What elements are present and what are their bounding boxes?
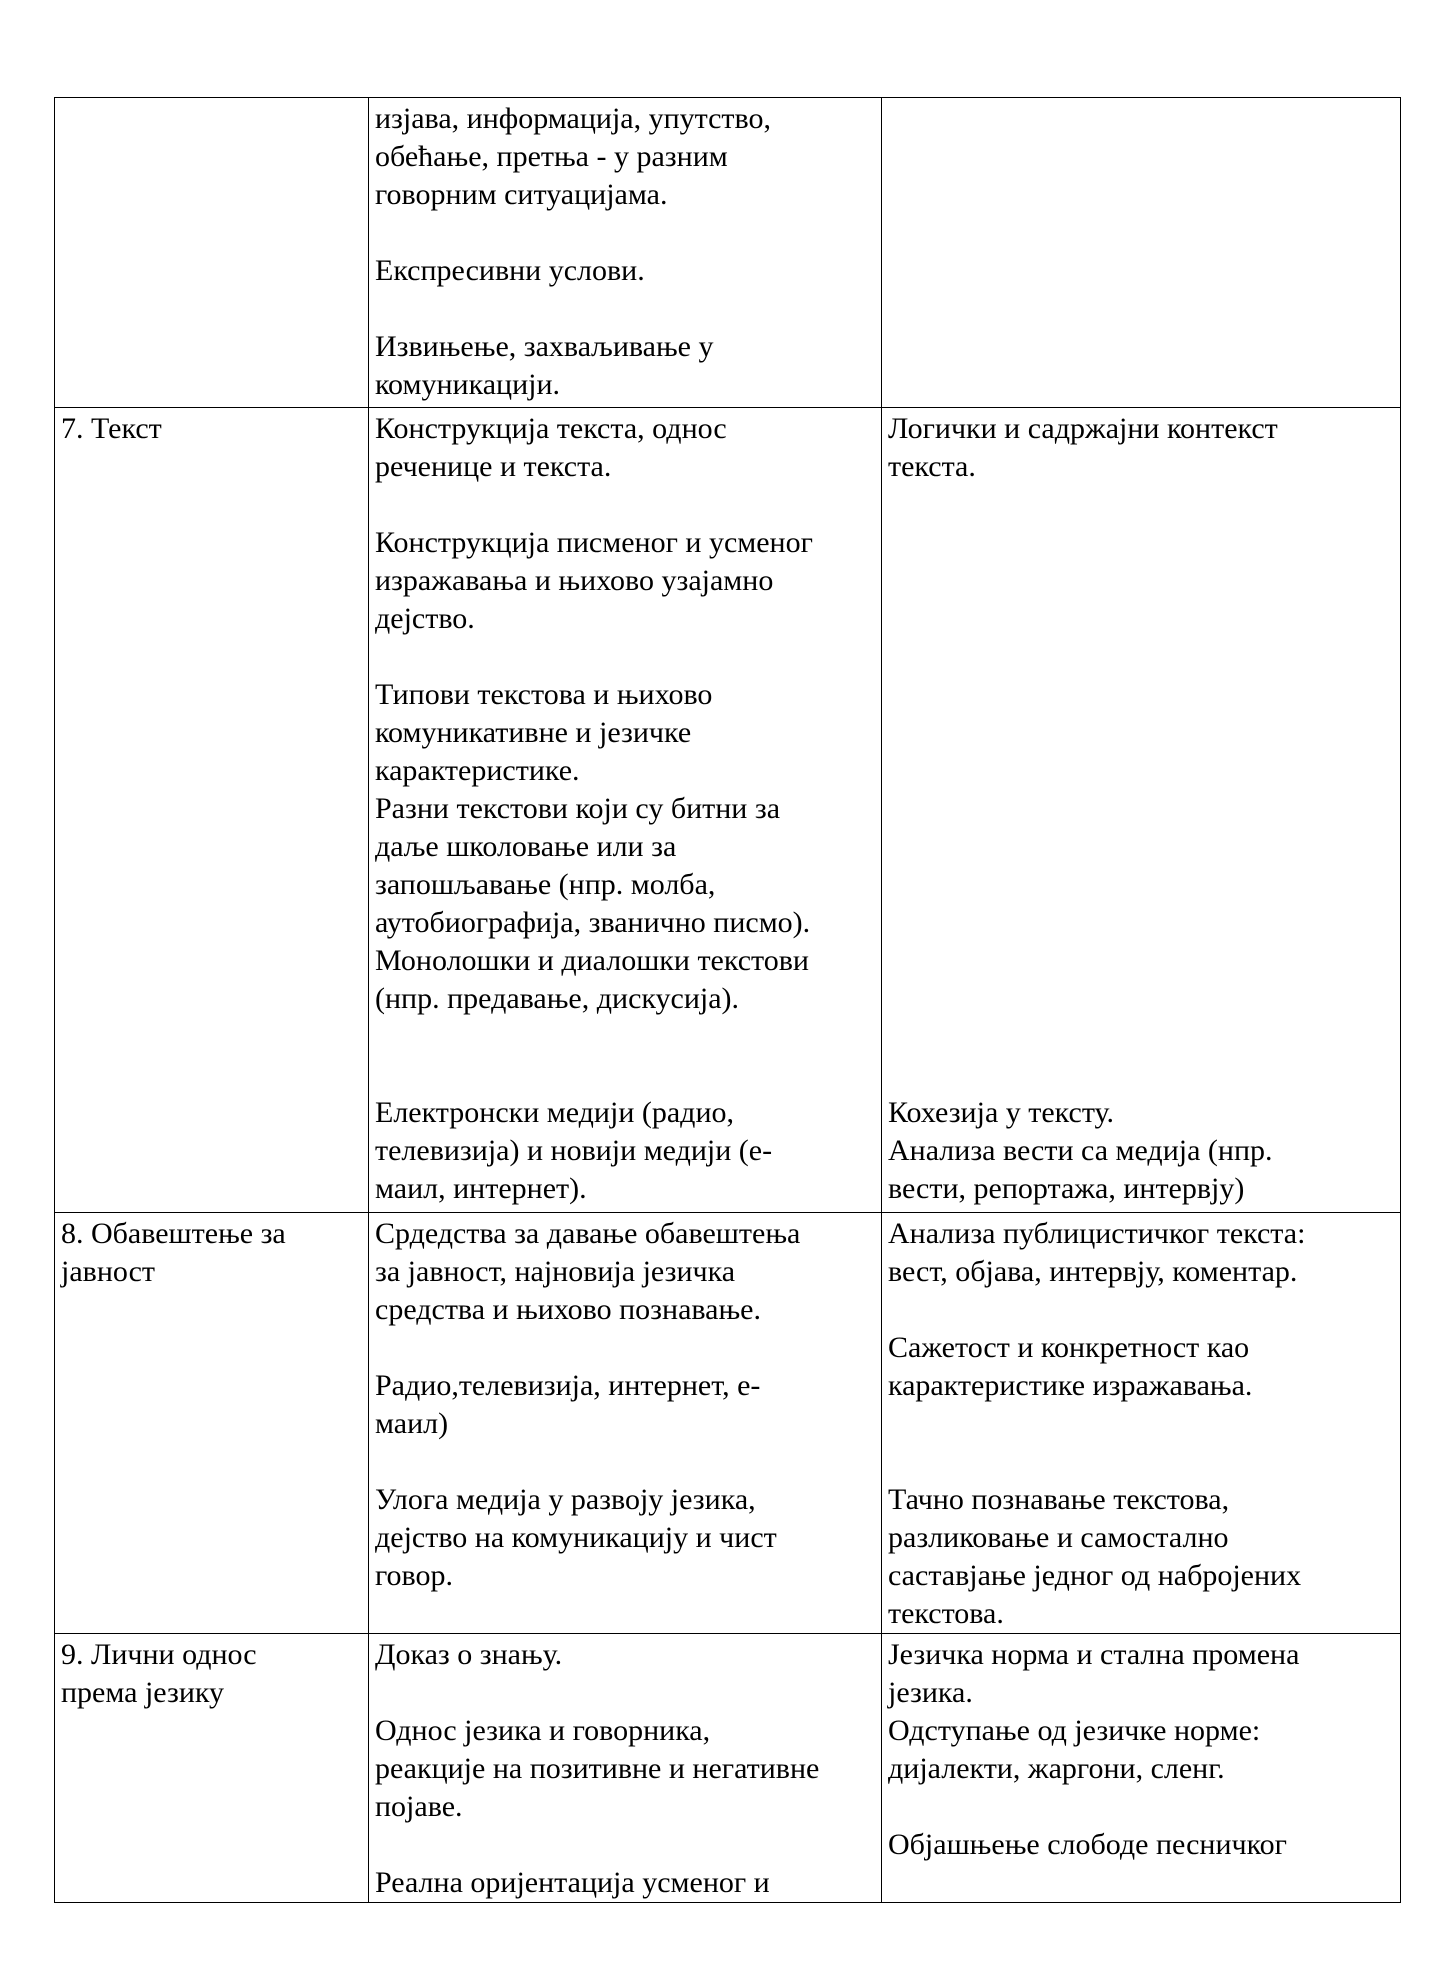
notes-paragraph: Кохезија у тексту. Анализа вести са медија (нпр. вести, репортажа, интервју) — [888, 1096, 1273, 1205]
content-cell — [369, 1213, 882, 1634]
content-paragraph: Радио,телевизија, интернет, е- маил) — [375, 1369, 761, 1440]
notes-cell — [882, 98, 1401, 408]
curriculum-table — [54, 97, 1401, 1903]
content-cell — [369, 1634, 882, 1903]
notes-cell — [882, 1213, 1401, 1634]
notes-paragraph: Сажетост и конкретност као карактеристике изражавања. — [888, 1331, 1253, 1402]
topic-cell — [55, 98, 369, 408]
table-row — [55, 1213, 1401, 1634]
notes-paragraph: Логички и садржајни контекст текста. — [888, 412, 1278, 483]
topic-text: 8. Обавештење за јавност — [61, 1217, 286, 1288]
notes-cell — [882, 408, 1401, 1213]
content-cell — [369, 408, 882, 1213]
notes-paragraph: Тачно познавање текстова, разликовање и самостално саставјање једног од набројених текстова. — [888, 1483, 1302, 1630]
content-paragraph: Извињење, захваљивање у комуникацији. — [375, 330, 714, 401]
content-paragraph: Срдедства за давање обавештења за јавност, најновија језичка средства и њихово познавање. — [375, 1217, 801, 1326]
content-paragraph: Однос језика и говорника, реакције на позитивне и негативне појаве. — [375, 1714, 820, 1823]
content-paragraph: Конструкција текста, однос реченице и текста. — [375, 412, 727, 483]
table-row — [55, 98, 1401, 408]
content-paragraph: Улога медија у развоју језика, дејство на комуникацију и чист говор. — [375, 1483, 777, 1592]
topic-cell — [55, 1634, 369, 1903]
content-paragraph: Електронски медији (радио, телевизија) и новији медији (е- маил, интернет). — [375, 1096, 773, 1205]
content-paragraph: Конструкција писменог и усменог изражавања и њихово узајамно дејство. — [375, 526, 813, 635]
table-row — [55, 408, 1401, 1213]
content-paragraph: изјава, информација, упутство, обећање, претња - у разним говорним ситуацијама. — [375, 102, 772, 211]
content-paragraph: Типови текстова и њихово комуникативне и језичке карактеристике. Разни текстови који су битни за даље школовање или за запошљавање (нпр. молба, аутобиографија, званично писмо). Монолошки и диалошки текстови (нпр. предавање, дискусија). — [375, 678, 811, 1015]
table-row — [55, 1634, 1401, 1903]
notes-paragraph: Анализа публицистичког текста: вест, објава, интервју, коментар. — [888, 1217, 1306, 1288]
topic-text: 7. Текст — [61, 412, 162, 445]
content-cell — [369, 98, 882, 408]
topic-cell — [55, 1213, 369, 1634]
content-paragraph: Експресивни услови. — [375, 254, 645, 287]
notes-cell — [882, 1634, 1401, 1903]
content-paragraph: Доказ о знању. — [375, 1638, 563, 1671]
notes-paragraph: Објашњење слободе песничког — [888, 1828, 1287, 1861]
topic-text: 9. Лични однос према језику — [61, 1638, 257, 1709]
content-paragraph: Реална оријентација усменог и — [375, 1866, 770, 1899]
topic-cell — [55, 408, 369, 1213]
notes-paragraph: Језичка норма и стална промена језика. Одступање од језичке норме: дијалекти, жаргони, сленг. — [888, 1638, 1300, 1785]
